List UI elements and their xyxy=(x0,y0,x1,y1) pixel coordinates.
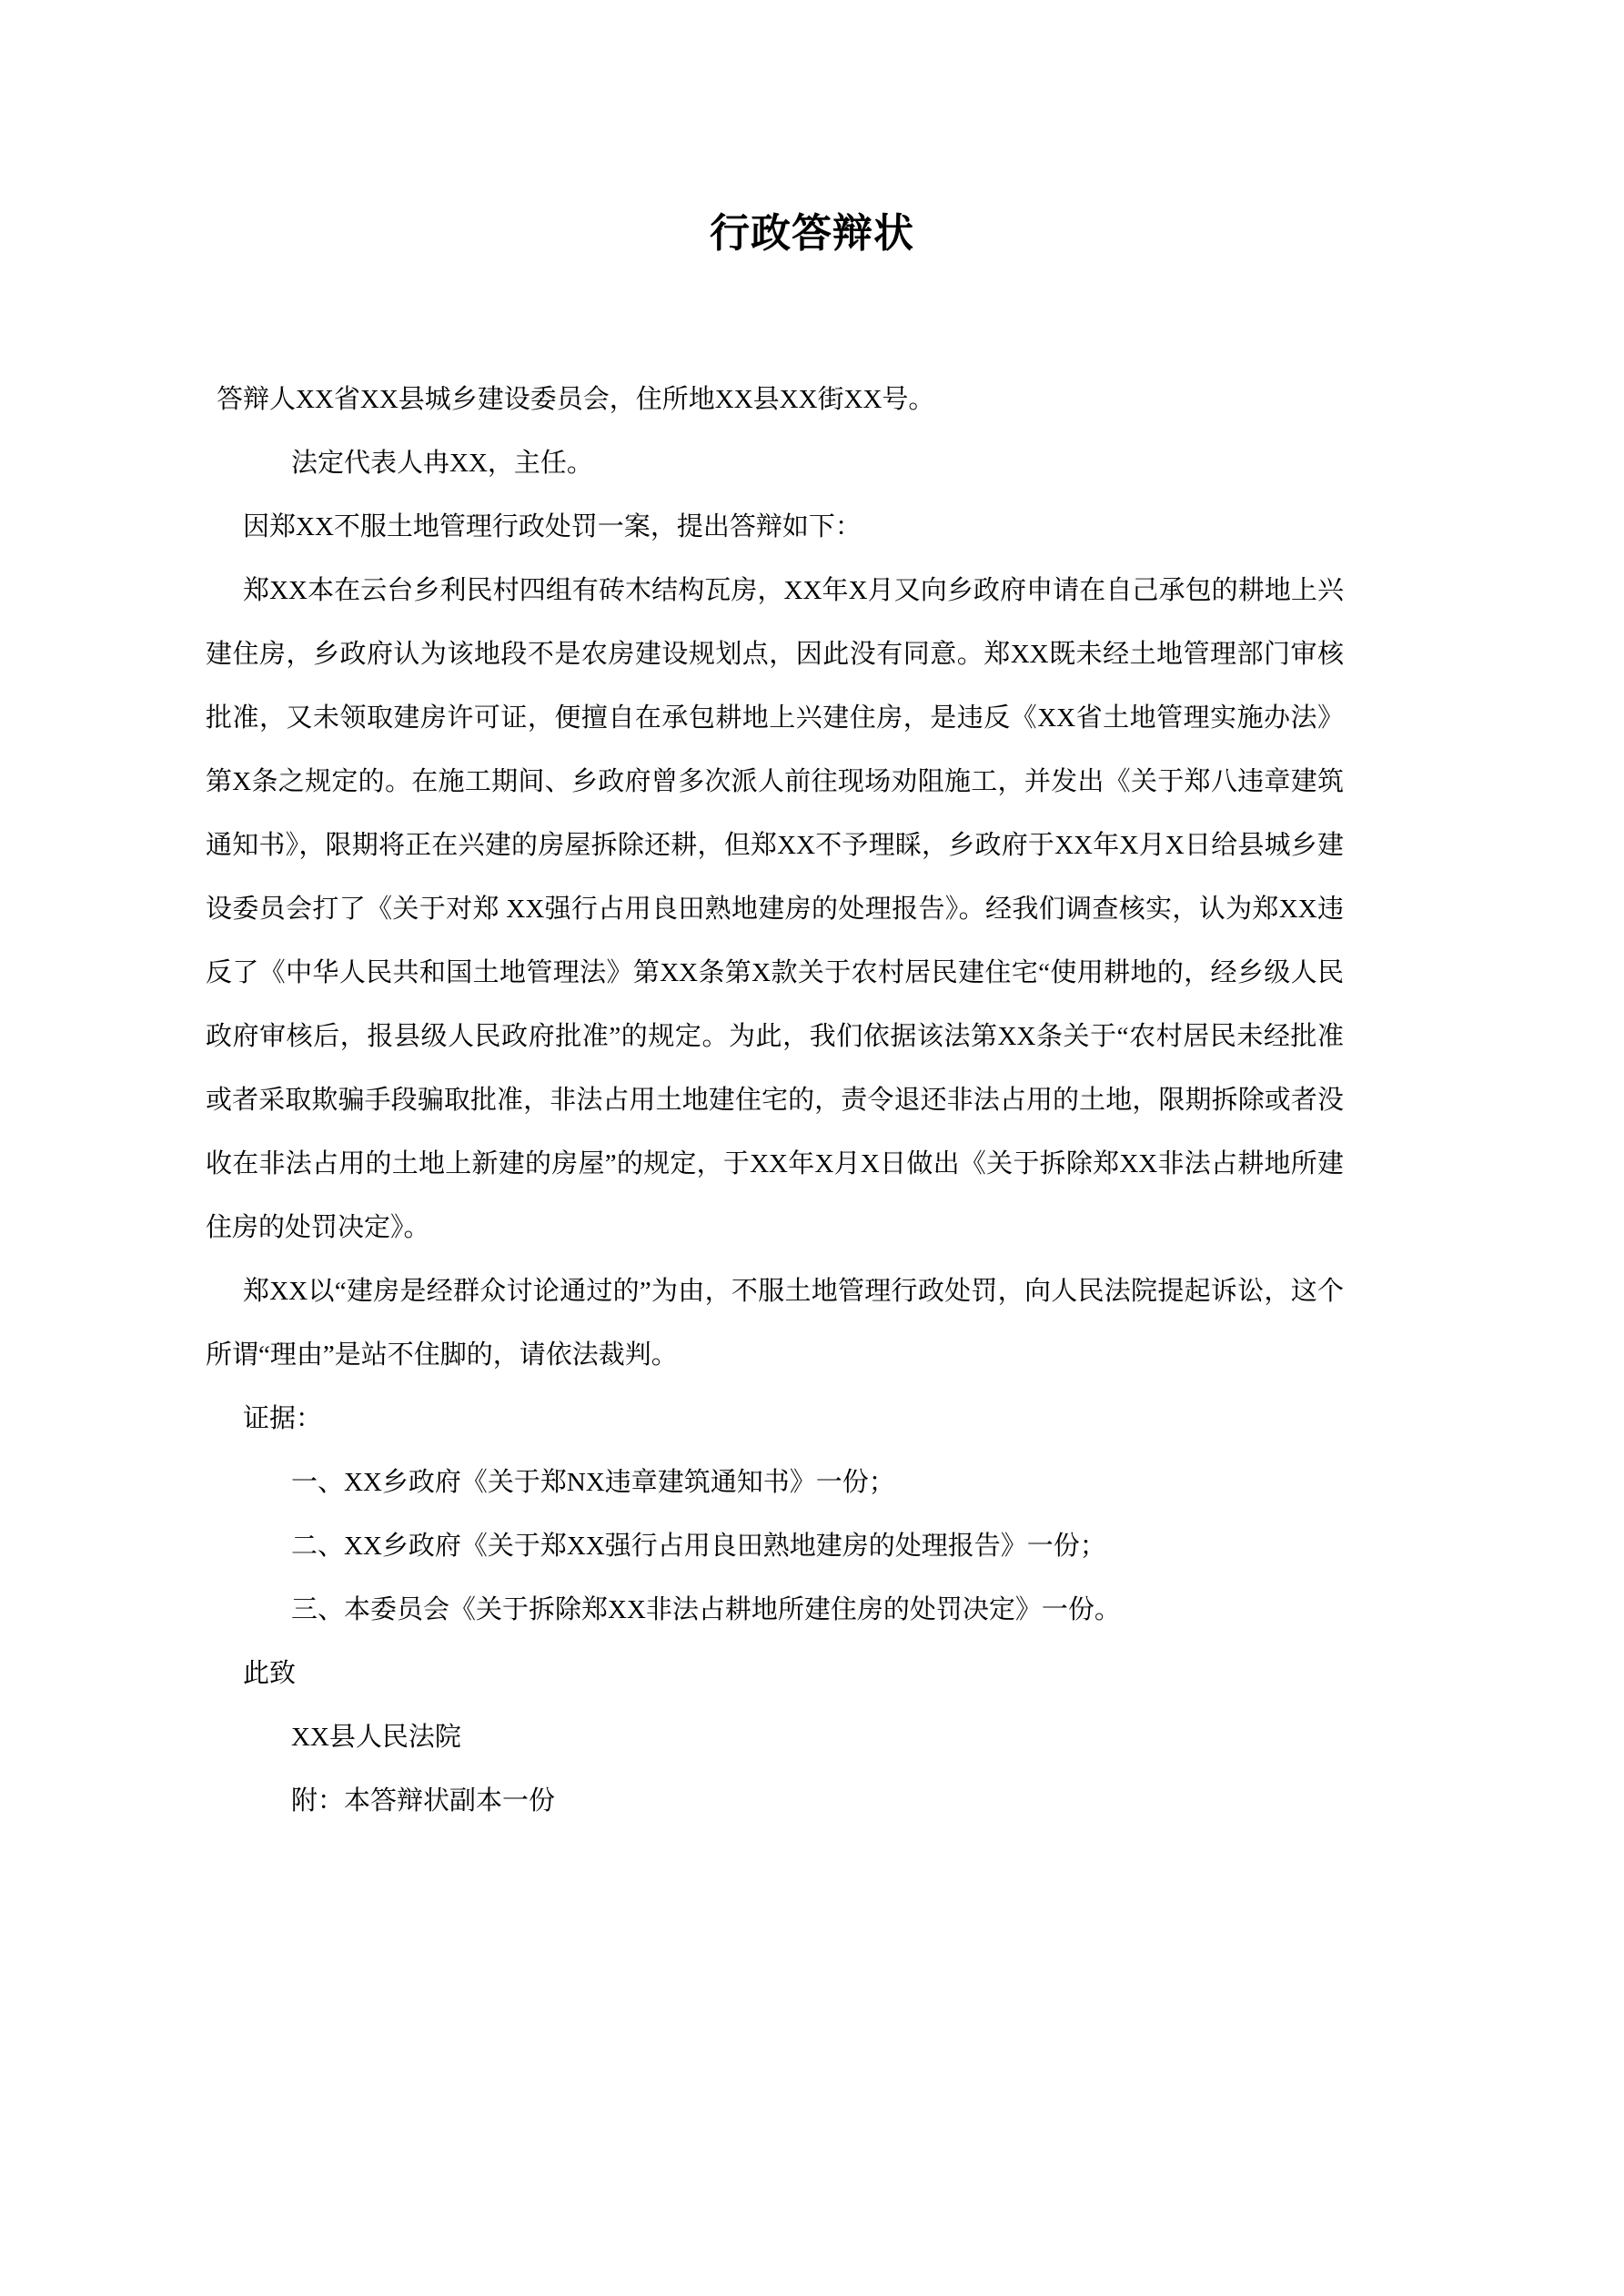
document-body xyxy=(206,368,1344,1833)
attachment-note: 附：本答辩状副本一份 xyxy=(291,1786,556,1816)
main-body-paragraph: 郑XX本在云台乡利民村四组有砖木结构瓦房，XX年X月又向乡政府申请在自己承包的耕地上兴建住房，乡政府认为该地段不是农房建设规划点，因此没有同意。郑XX既未经土地管理部门审核批准，又未领取建房许可证，便擅自在承包耕地上兴建住房，是违反《XX省土地管理实施办法》第X条之规定的。在施工期间、乡政府曾多次派人前往现场劝阻施工，并发出《关于郑八违章建筑通知书》，限期将正在兴建的房屋拆除还耕，但郑XX不予理睬，乡政府于XX年X月X日给县城乡建设委员会打了《关于对郑 XX强行占用良田熟地建房的处理报告》。经我们调查核实，认为郑XX违反了《中华人民共和国土地管理法》第XX条第X款关于农村居民建住宅“使用耕地的，经乡级人民政府审核后，报县级人民政府批准”的规定。为此，我们依据该法第XX条关于“农村居民未经批准或者采取欺骗手段骗取批准，非法占用土地建住宅的，责令退还非法占用的土地，限期拆除或者没收在非法占用的土地上新建的房屋”的规定，于XX年X月X日做出《关于拆除郑XX非法占耕地所建住房的处罚决定》。 xyxy=(206,576,1344,1242)
respondent-paragraph: 答辩人XX省XX县城乡建设委员会，住所地XX县XX街XX号。 xyxy=(217,385,935,414)
document-title: 行政答辩状 xyxy=(710,211,914,256)
evidence-item-2: 二、XX乡政府《关于郑XX强行占用良田熟地建房的处理报告》一份； xyxy=(291,1532,1106,1561)
conclusion-paragraph: 郑XX以“建房是经群众讨论通过的”为由，不服土地管理行政处罚，向人民法院提起诉讼，这个所谓“理由”是站不住脚的，请依法裁判。 xyxy=(206,1277,1344,1370)
legal-representative-paragraph: 法定代表人冉XX，主任。 xyxy=(291,449,593,478)
evidence-item-1: 一、XX乡政府《关于郑NX违章建筑通知书》一份； xyxy=(291,1468,895,1497)
court-name: XX县人民法院 xyxy=(291,1723,461,1752)
evidence-header: 证据： xyxy=(243,1404,323,1433)
case-intro-paragraph: 因郑XX不服土地管理行政处罚一案，提出答辩如下： xyxy=(243,512,862,541)
evidence-item-3: 三、本委员会《关于拆除郑XX非法占耕地所建住房的处罚决定》一份。 xyxy=(291,1595,1121,1624)
closing-phrase: 此致 xyxy=(243,1659,297,1688)
